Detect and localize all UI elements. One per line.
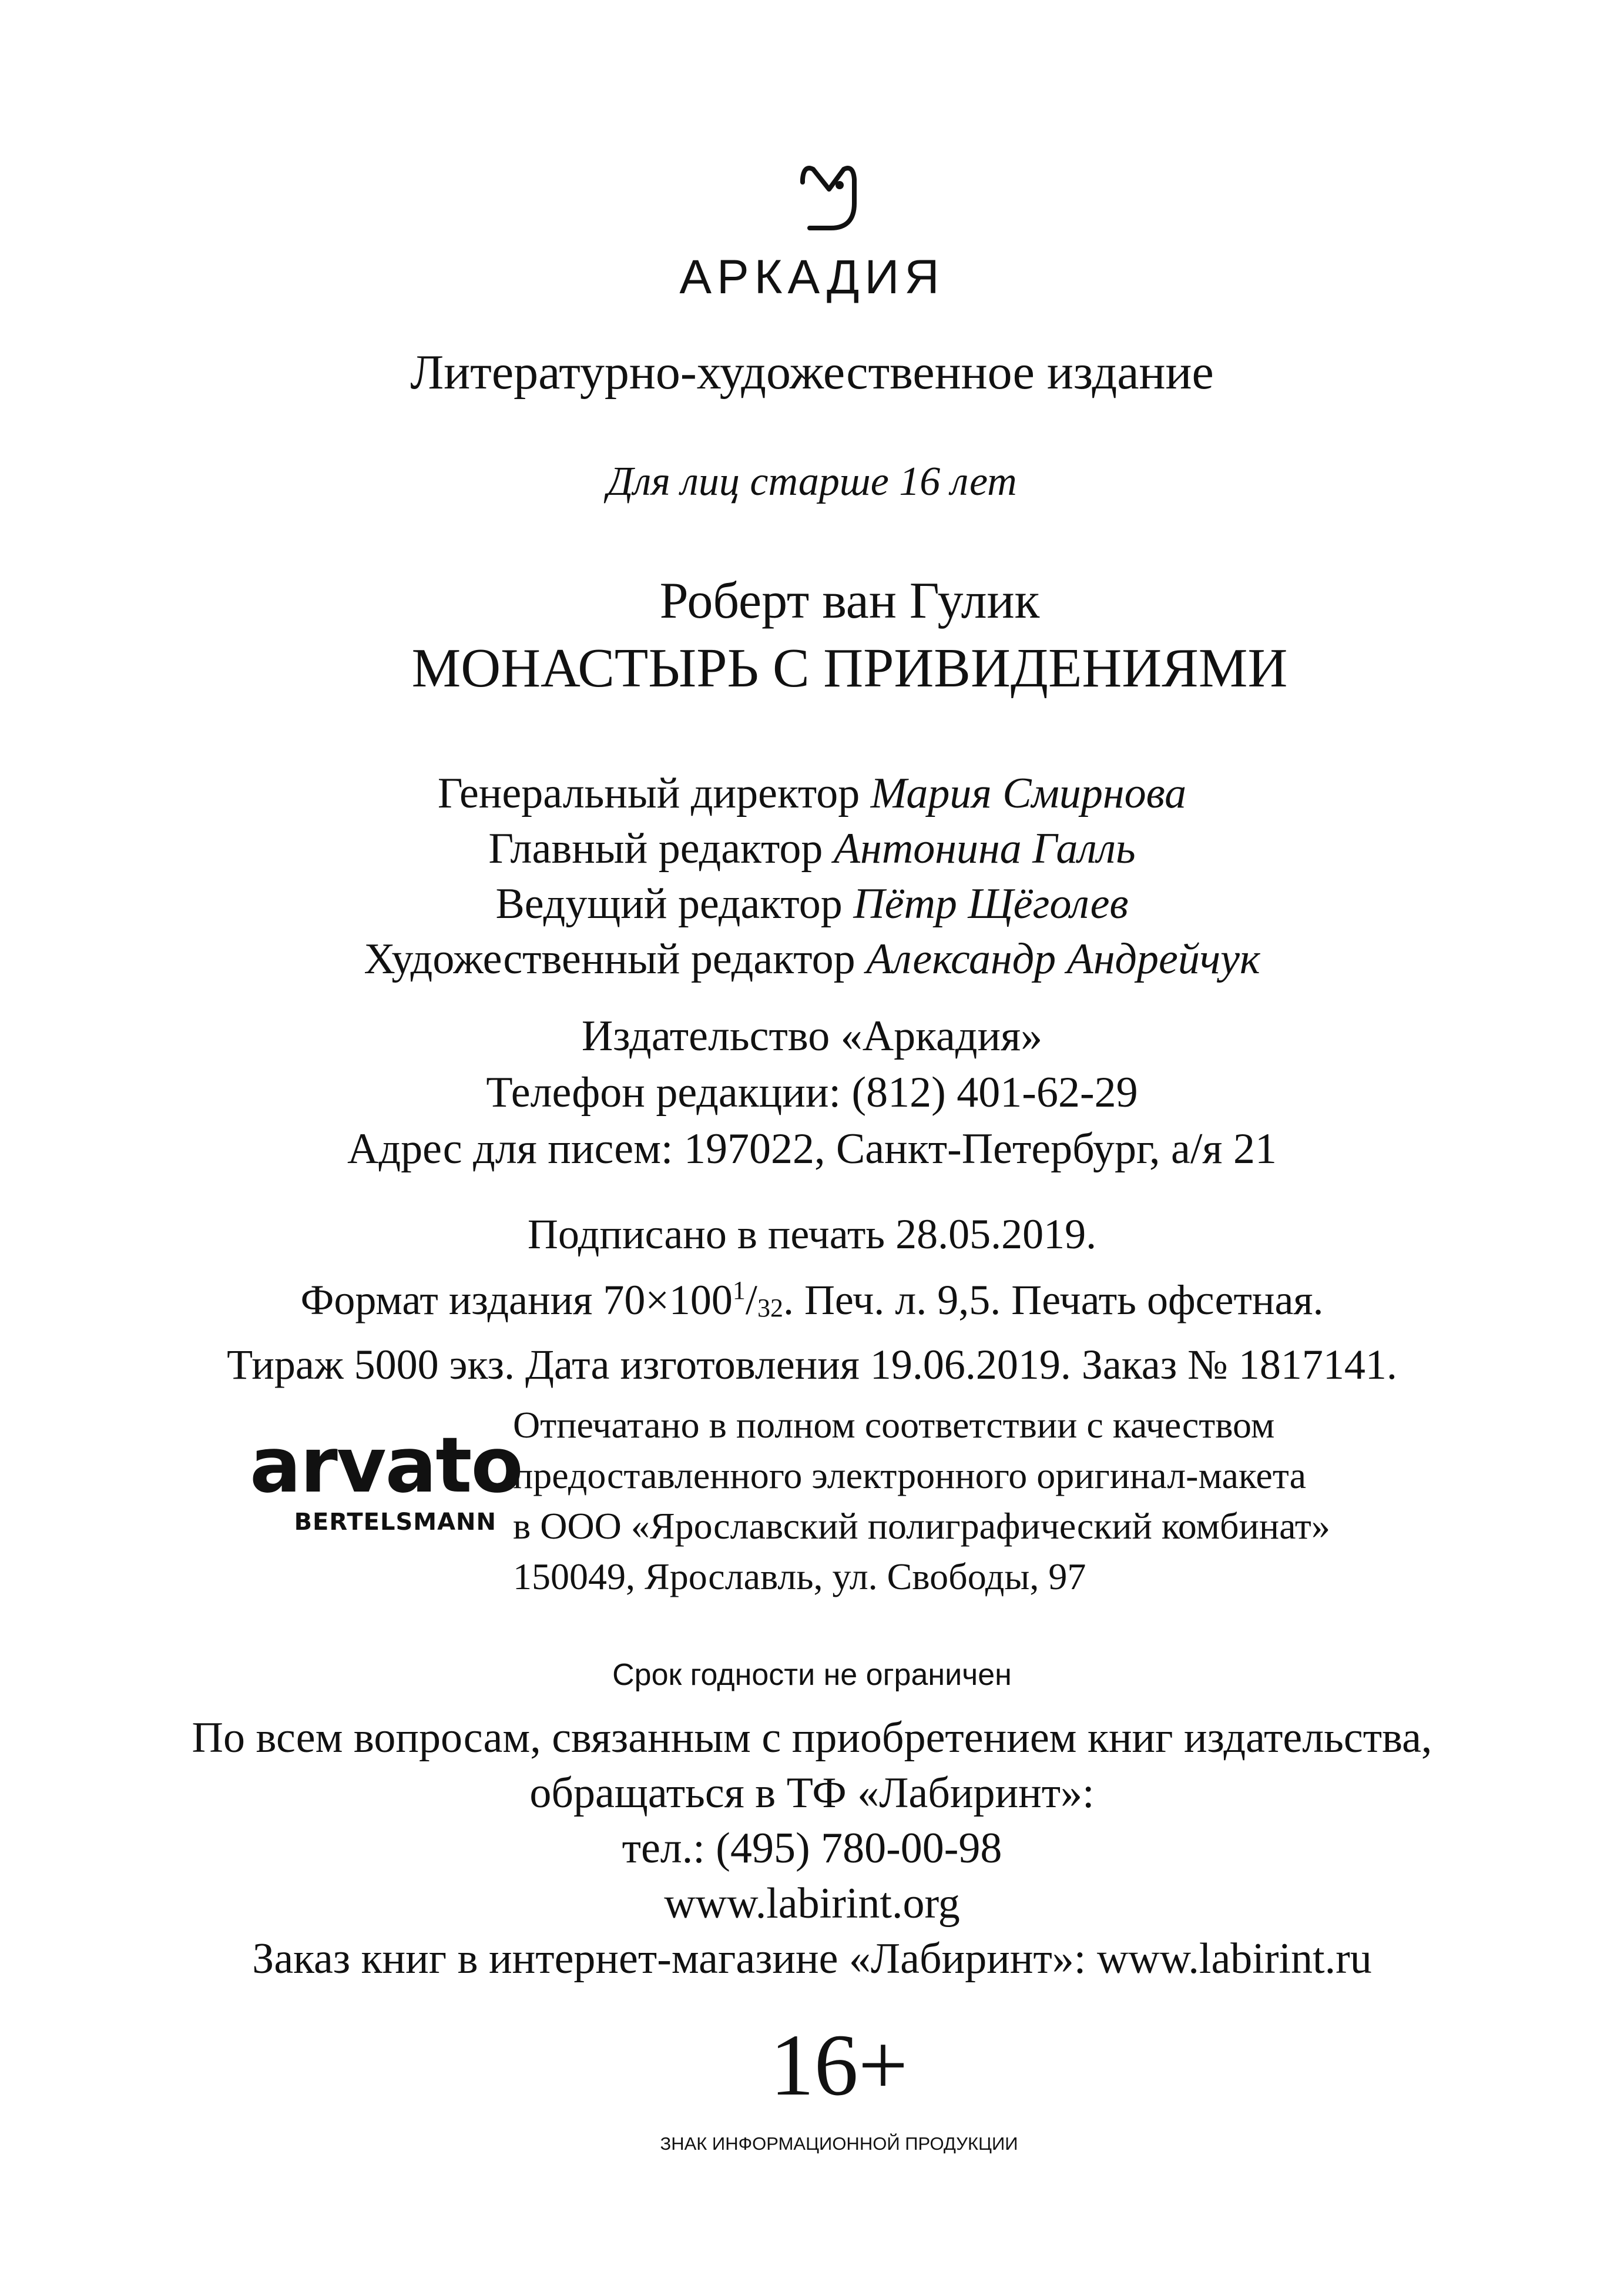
print-info-block bbox=[0, 1206, 1624, 1393]
format-prefix: Формат издания 70×100 bbox=[300, 1276, 733, 1323]
print-run: Тираж 5000 экз. Дата изготовления 19.06.2019. Заказ № 1817141. bbox=[227, 1341, 1397, 1388]
contact-line: тел.: (495) 780-00-98 bbox=[622, 1824, 1002, 1872]
age-rating-caption: ЗНАК ИНФОРМАЦИОННОЙ ПРОДУКЦИИ bbox=[660, 2133, 1018, 2154]
credit-role: Художественный редактор bbox=[364, 935, 855, 983]
credit-line bbox=[0, 766, 1624, 821]
printer-line: 150049, Ярославль, ул. Свободы, 97 bbox=[513, 1556, 1086, 1597]
book-author: Роберт ван Гулик bbox=[659, 572, 1040, 629]
age-notice: Для лиц старше 16 лет bbox=[607, 459, 1017, 504]
book-title: МОНАСТЫРЬ С ПРИВИДЕНИЯМИ bbox=[411, 638, 1288, 699]
credit-name: Пётр Щёголев bbox=[853, 880, 1129, 928]
printer-line: Отпечатано в полном соответствии с качеством bbox=[513, 1404, 1275, 1446]
printer-line: предоставленного электронного оригинал-макета bbox=[513, 1455, 1306, 1496]
edition-type: Литературно-художественное издание bbox=[410, 345, 1214, 400]
printer-line: в ООО «Ярославский полиграфический комбинат» bbox=[513, 1505, 1330, 1547]
credit-name: Антонина Галль bbox=[833, 825, 1136, 873]
format-denominator: 32 bbox=[757, 1294, 783, 1322]
credits-block bbox=[0, 766, 1624, 987]
credit-role: Генеральный директор bbox=[437, 769, 860, 817]
printer-block bbox=[513, 1400, 1330, 1602]
credit-role: Ведущий редактор bbox=[495, 880, 843, 928]
credit-line bbox=[0, 876, 1624, 931]
contact-line: По всем вопросам, связанным с приобретением книг издательства, bbox=[192, 1714, 1432, 1762]
arkadia-cat-icon bbox=[785, 153, 873, 241]
credit-name: Мария Смирнова bbox=[870, 769, 1187, 817]
printer-logo-sub: BERTELSMANN bbox=[294, 1509, 496, 1536]
credit-name: Александр Андрейчук bbox=[866, 935, 1260, 983]
format-suffix: . Печ. л. 9,5. Печать офсетная. bbox=[783, 1276, 1324, 1323]
credit-line bbox=[0, 931, 1624, 987]
format-numerator: 1 bbox=[732, 1276, 746, 1305]
shelf-life: Срок годности не ограничен bbox=[612, 1658, 1012, 1692]
printer-logo-main: arvato bbox=[250, 1420, 522, 1510]
publisher-block bbox=[0, 1008, 1624, 1177]
contacts-block bbox=[0, 1710, 1624, 1986]
contact-line: Заказ книг в интернет-магазине «Лабиринт»: www.labirint.ru bbox=[252, 1935, 1372, 1983]
publisher-phone: Телефон редакции: (812) 401-62-29 bbox=[486, 1068, 1138, 1117]
publisher-name: Издательство «Аркадия» bbox=[581, 1012, 1043, 1060]
credit-line bbox=[0, 821, 1624, 876]
print-signed: Подписано в печать 28.05.2019. bbox=[527, 1211, 1097, 1258]
contact-line: www.labirint.org bbox=[664, 1879, 960, 1928]
publisher-brand-name: АРКАДИЯ bbox=[679, 250, 945, 304]
printer-logo bbox=[250, 1420, 522, 1540]
publisher-address: Адрес для писем: 197022, Санкт-Петербург, а/я 21 bbox=[347, 1125, 1277, 1173]
credit-role: Главный редактор bbox=[488, 825, 823, 873]
contact-line: обращаться в ТФ «Лабиринт»: bbox=[529, 1769, 1095, 1817]
print-format: Формат издания $70\times 100^1/_{32}$. Печ. л. 9,5. Печать офсетная. bbox=[300, 1276, 1324, 1323]
age-rating-mark: 16+ bbox=[770, 2016, 908, 2114]
